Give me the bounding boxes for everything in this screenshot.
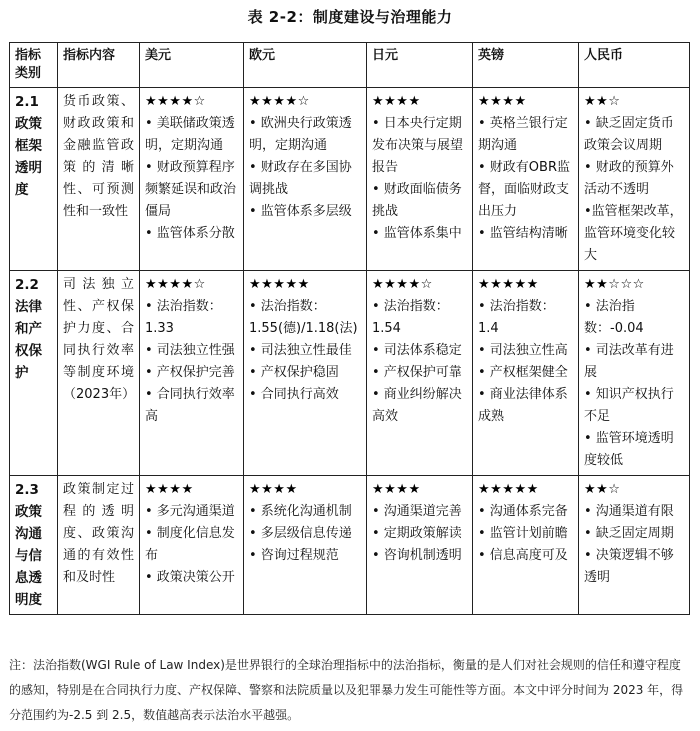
bullet-item: • 财政预算程序频繁延误和政治僵局 [145, 160, 237, 219]
bullet-item: • 信息高度可及 [478, 548, 568, 563]
header-cell: 日元 [367, 43, 473, 88]
bullet-item: • 监管结构清晰 [478, 226, 568, 241]
star-rating: ★★★★★ [478, 277, 539, 292]
bullet-item: • 合同执行效率高 [145, 387, 235, 424]
bullet-item: • 日本央行定期发布决策与展望报告 [372, 116, 464, 175]
bullet-item: • 司法独立性最佳 [249, 343, 352, 358]
bullet-item: • 制度化信息发布 [145, 526, 235, 563]
bullet-item: • 监管体系分散 [145, 226, 235, 241]
bullet-item: • 产权框架健全 [478, 365, 568, 380]
header-cell: 人民币 [579, 43, 690, 88]
star-rating: ★★☆☆☆ [584, 277, 645, 292]
bullet-item: • 商业法律体系成熟 [478, 387, 568, 424]
bullet-item: • 定期政策解读 [372, 526, 462, 541]
header-cell: 指标类别 [10, 43, 58, 88]
header-row [10, 43, 690, 88]
star-rating: ★★★★ [145, 482, 194, 497]
table-title: 表 2-2：制度建设与治理能力 [247, 8, 453, 26]
star-rating: ★★★★ [372, 94, 421, 109]
bullet-item: • 系统化沟通机制 [249, 504, 352, 519]
currency-rating-cell [140, 476, 244, 615]
star-rating: ★★☆ [584, 94, 621, 109]
bullet-item: • 沟通渠道完善 [372, 504, 462, 519]
indicator-category: 2.3 政策沟通与信息透明度 [10, 476, 58, 615]
bullet-item: • 欧洲央行政策透明，定期沟通 [249, 116, 352, 153]
bullet-item: • 政策决策公开 [145, 570, 235, 585]
currency-rating-cell [579, 271, 690, 476]
bullet-item: • 法治指数：1.33 [145, 299, 222, 336]
header-cell: 英镑 [473, 43, 579, 88]
bullet-item: • 产权保护稳固 [249, 365, 339, 380]
currency-rating-cell [244, 88, 367, 271]
header-cell: 指标内容 [58, 43, 140, 88]
indicator-content: 司法独立性、产权保护力度、合同执行效率等制度环境（2023年） [58, 271, 140, 476]
star-rating: ★★★★★ [478, 482, 539, 497]
bullet-item: • 产权保护可靠 [372, 365, 462, 380]
bullet-item: • 英格兰银行定期沟通 [478, 116, 568, 153]
currency-rating-cell [473, 476, 579, 615]
bullet-item: • 产权保护完善 [145, 365, 235, 380]
indicator-category: 2.1 政策框架透明度 [10, 88, 58, 271]
bullet-item: • 监管环境透明度较低 [584, 431, 674, 468]
bullet-item: • 缺乏固定货币政策会议周期 [584, 116, 674, 153]
bullet-item: • 财政面临债务挑战 [372, 182, 462, 219]
bullet-item: • 缺乏固定周期 [584, 526, 674, 541]
bullet-item: • 咨询机制透明 [372, 548, 462, 563]
currency-rating-cell [579, 88, 690, 271]
header-cell: 美元 [140, 43, 244, 88]
governance-table [9, 42, 690, 615]
star-rating: ★★★★☆ [145, 277, 206, 292]
header-cell: 欧元 [244, 43, 367, 88]
bullet-item: • 监管体系集中 [372, 226, 462, 241]
footnote: 注：法治指数(WGI Rule of Law Index)是世界银行的全球治理指标中的法治指标，衡量的是人们对社会规则的信任和遵守程度的感知，特别是在合同执行力度、产权保障、警察和法院质量以及犯罪暴力发生可能性等方面。本文中评分时间为 2023 年，得分范围约为-2.5 到 2.5，数值越高表示法治水平越强。 [9, 658, 684, 722]
bullet-item: • 合同执行高效 [249, 387, 339, 402]
currency-rating-cell [473, 88, 579, 271]
bullet-item: • 法治指数：1.54 [372, 299, 449, 336]
indicator-category: 2.2 法律和产权保护 [10, 271, 58, 476]
star-rating: ★★★★ [249, 482, 298, 497]
bullet-item: •监管框架改革，监管环境变化较大 [584, 204, 683, 263]
table-row [10, 476, 690, 615]
currency-rating-cell [367, 88, 473, 271]
table-row [10, 271, 690, 476]
bullet-item: • 沟通体系完备 [478, 504, 568, 519]
indicator-content: 货币政策、财政政策和金融监管政策的清晰性、可预测性和一致性 [58, 88, 140, 271]
currency-rating-cell [367, 271, 473, 476]
bullet-item: • 财政有OBR监督，面临财政支出压力 [478, 160, 570, 219]
bullet-item: • 司法独立性高 [478, 343, 568, 358]
star-rating: ★★★★★ [249, 277, 310, 292]
bullet-item: • 法治指数：-0.04 [584, 299, 644, 336]
star-rating: ★★★★ [372, 482, 421, 497]
star-rating: ★★★★ [478, 94, 527, 109]
table-row [10, 88, 690, 271]
currency-rating-cell [140, 88, 244, 271]
currency-rating-cell [579, 476, 690, 615]
bullet-item: • 知识产权执行不足 [584, 387, 674, 424]
bullet-item: • 咨询过程规范 [249, 548, 339, 563]
bullet-item: • 监管计划前瞻 [478, 526, 568, 541]
bullet-item: • 司法体系稳定 [372, 343, 462, 358]
bullet-item: • 沟通渠道有限 [584, 504, 674, 519]
bullet-item: • 商业纠纷解决高效 [372, 387, 462, 424]
star-rating: ★★★★☆ [372, 277, 433, 292]
bullet-item: • 司法独立性强 [145, 343, 235, 358]
bullet-item: • 法治指数：1.55(德)/1.18(法) [249, 299, 358, 336]
bullet-item: • 财政的预算外活动不透明 [584, 160, 674, 197]
indicator-content: 政策制定过程的透明度、政策沟通的有效性和及时性 [58, 476, 140, 615]
bullet-item: • 多元沟通渠道 [145, 504, 235, 519]
bullet-item: • 美联储政策透明，定期沟通 [145, 116, 235, 153]
bullet-item: • 司法改革有进展 [584, 343, 674, 380]
star-rating: ★★★★☆ [145, 94, 206, 109]
currency-rating-cell [244, 476, 367, 615]
star-rating: ★★☆ [584, 482, 621, 497]
bullet-item: • 多层级信息传递 [249, 526, 352, 541]
bullet-item: • 财政存在多国协调挑战 [249, 160, 352, 197]
bullet-item: • 法治指数：1.4 [478, 299, 555, 336]
currency-rating-cell [367, 476, 473, 615]
currency-rating-cell [473, 271, 579, 476]
bullet-item: • 监管体系多层级 [249, 204, 352, 219]
currency-rating-cell [244, 271, 367, 476]
star-rating: ★★★★☆ [249, 94, 310, 109]
bullet-item: • 决策逻辑不够透明 [584, 548, 674, 585]
currency-rating-cell [140, 271, 244, 476]
